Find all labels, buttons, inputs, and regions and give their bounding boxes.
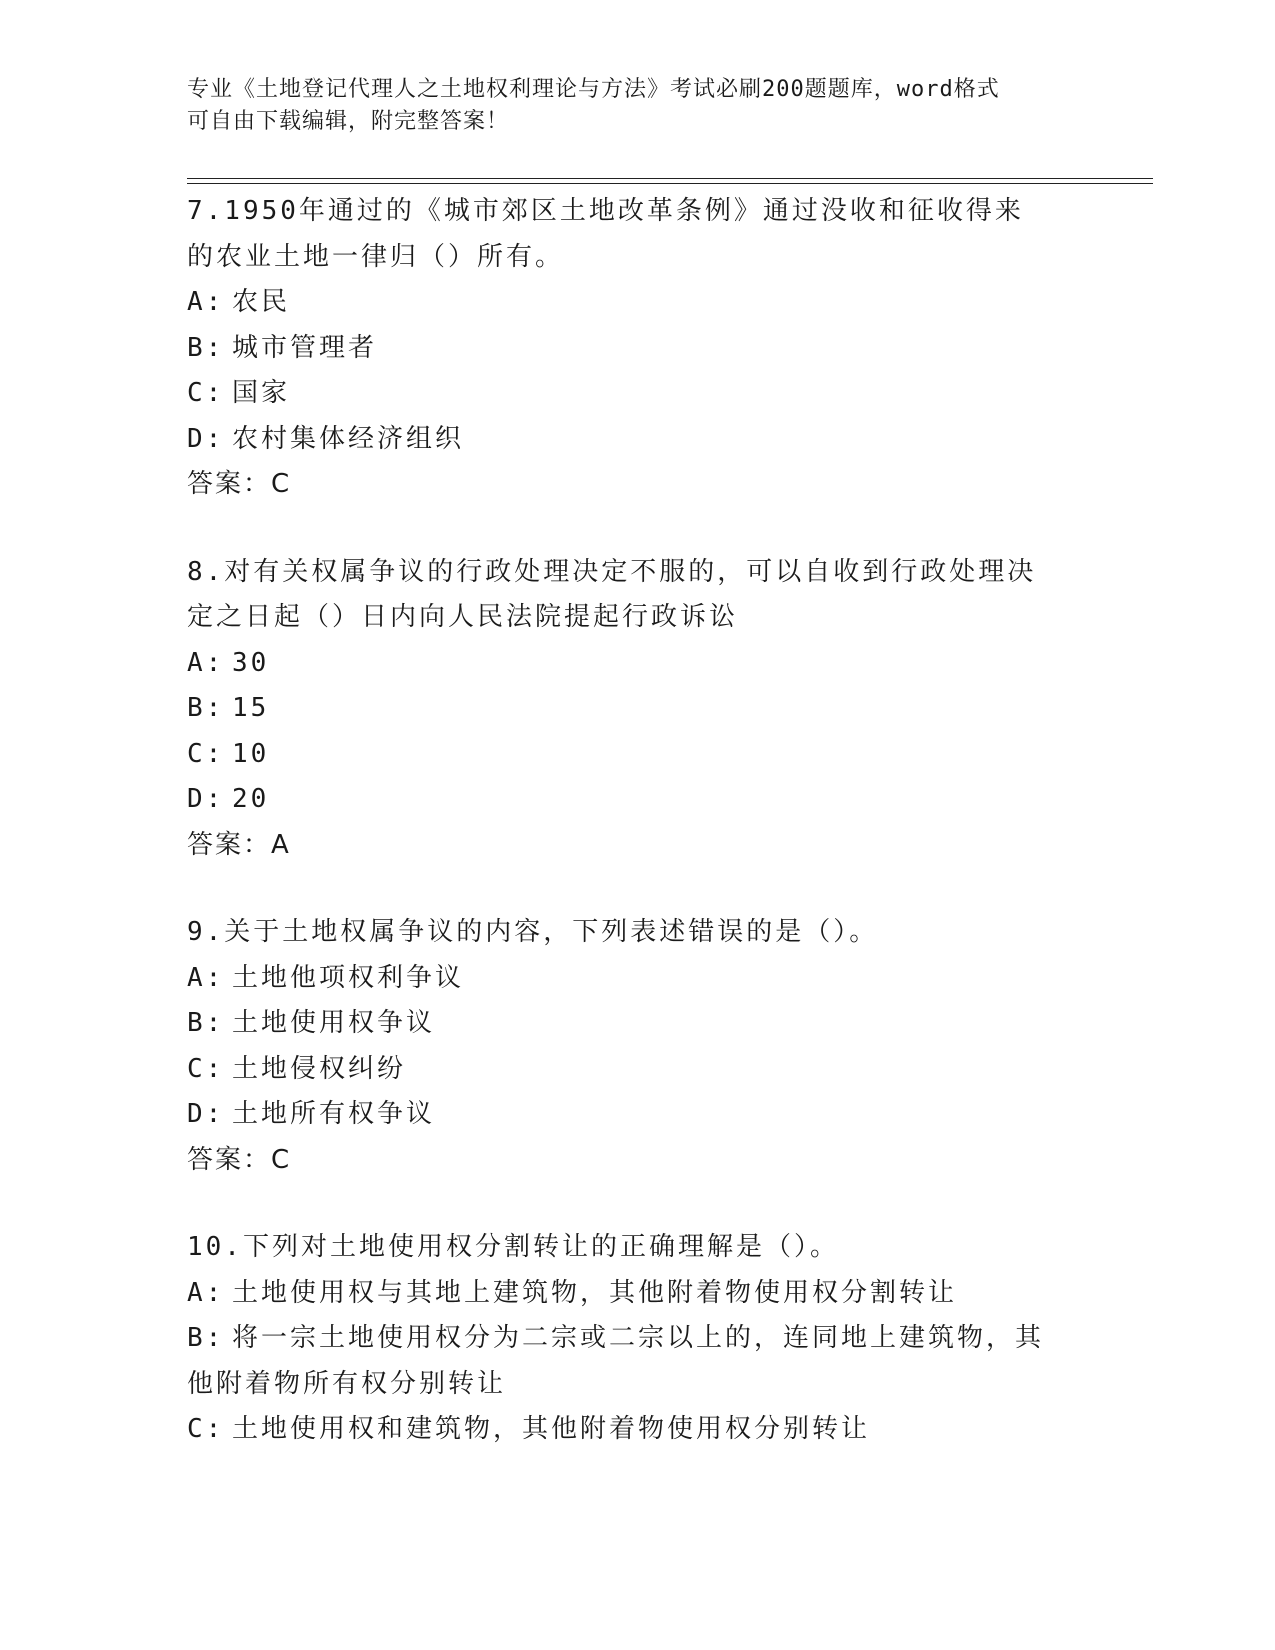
option-text: 土地使用权和建筑物，其他附着物使用权分别转让 (232, 1414, 871, 1444)
option-text: 将一宗土地使用权分为二宗或二宗以上的，连同地上建筑物，其他附着物所有权分别转让 (187, 1323, 1045, 1399)
option-text: 20 (232, 784, 270, 814)
question-text: 10.下列对土地使用权分割转让的正确理解是（）。 (187, 1232, 839, 1262)
option-key: C: (187, 738, 225, 769)
option-a (187, 280, 1087, 326)
question-text: 8.对有关权属争议的行政处理决定不服的，可以自收到行政处理决定之日起（）日内向人民法院提起行政诉讼 (187, 556, 1037, 632)
option-key: A: (187, 647, 225, 678)
question-text: 9.关于土地权属争议的内容，下列表述错误的是（）。 (187, 917, 879, 947)
option-key: B: (187, 693, 225, 723)
option-text: 土地他项权利争议 (232, 962, 465, 993)
option-text: 土地所有权争议 (232, 1099, 436, 1129)
option-key: B: (187, 1008, 225, 1038)
header-line-2: 可自由下载编辑，附完整答案！ (187, 109, 510, 134)
option-text: 10 (232, 738, 270, 769)
question-8 (187, 550, 1087, 869)
option-b (187, 1001, 1087, 1047)
option-key: B: (187, 1323, 225, 1353)
option-key: A: (187, 962, 225, 993)
header-divider-bottom (187, 183, 1153, 184)
option-c (187, 1047, 1087, 1093)
option-key: A: (187, 287, 225, 317)
document-header (187, 74, 1087, 138)
option-text: 土地使用权争议 (232, 1008, 436, 1038)
question-9 (187, 910, 1087, 1183)
question-10 (187, 1225, 1087, 1453)
option-text: 30 (232, 647, 270, 678)
question-list (187, 189, 1087, 1495)
option-key: C: (187, 1053, 225, 1084)
option-key: A: (187, 1277, 225, 1308)
option-text: 城市管理者 (232, 332, 378, 363)
question-text: 7.1950年通过的《城市郊区土地改革条例》通过没收和征收得来的农业土地一律归（）所有。 (187, 196, 1024, 272)
answer-line: 答案：A (187, 829, 291, 860)
answer-line: 答案：C (187, 1144, 292, 1175)
option-d (187, 417, 1087, 463)
header-line-1: 专业《土地登记代理人之土地权利理论与方法》考试必刷200题题库，word格式 (187, 77, 1000, 102)
option-c (187, 371, 1087, 417)
option-key: D: (187, 1099, 225, 1129)
option-text: 15 (232, 693, 270, 723)
option-a (187, 641, 1087, 687)
option-text: 国家 (232, 378, 291, 408)
option-key: D: (187, 423, 225, 454)
option-key: C: (187, 1414, 225, 1444)
option-key: B: (187, 332, 225, 363)
option-a (187, 1271, 1087, 1317)
option-b (187, 1316, 1047, 1407)
option-d (187, 1092, 1087, 1138)
option-key: C: (187, 378, 225, 408)
option-text: 农村集体经济组织 (232, 423, 465, 454)
header-divider-top (187, 178, 1153, 179)
option-b (187, 326, 1087, 372)
option-c (187, 1407, 1087, 1453)
answer-line: 答案：C (187, 469, 292, 499)
option-key: D: (187, 784, 225, 814)
option-text: 土地使用权与其地上建筑物，其他附着物使用权分割转让 (232, 1277, 958, 1308)
option-text: 土地侵权纠纷 (232, 1053, 407, 1084)
option-b (187, 686, 1087, 732)
question-7 (187, 189, 1087, 508)
option-a (187, 956, 1087, 1002)
option-text: 农民 (232, 287, 291, 317)
option-c (187, 732, 1087, 778)
option-d (187, 777, 1087, 823)
